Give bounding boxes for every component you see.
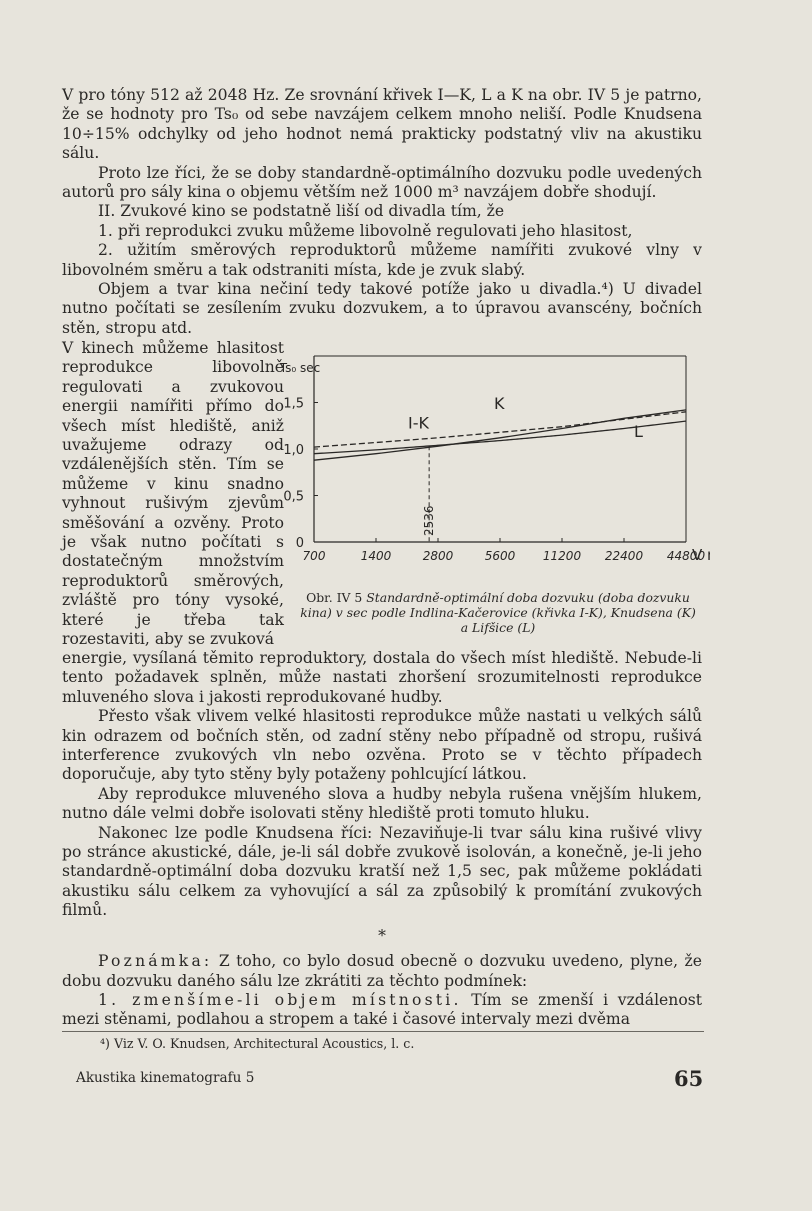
text-block-top — [62, 86, 702, 338]
page-number: 65 — [674, 1066, 704, 1091]
x-tick-label: 44800 — [666, 549, 706, 563]
x-tick-label: 1400 — [360, 549, 392, 563]
y-axis-label: Ts₀ sec — [280, 361, 321, 375]
marker-label: 2536 — [422, 505, 437, 536]
paragraph: Přesto však vlivem velké hlasitosti reprodukce může nastati u velkých sálů kin odrazem od bočních stěn, od zadní stěny nebo případně od stropu, rušivá interference zvukových vln nebo ozvěna. Proto se v těchto případech doporučuje, aby tyto stěny byly potaženy pohlcující látkou. — [62, 707, 702, 784]
paragraph: Nakonec lze podle Knudsena říci: Nezaviňuje-li tvar sálu kina rušivé vlivy po stránce akustické, dále, je-li sál dobře zvukově isolován, a konečně, je-li jeho standardně-optimální doba dozvuku kratší než 1,5 sec, pak můžeme pokládati akustiku sálu celkem za vyhovující a sál za způsobilý k promítání zvukových filmů. — [62, 823, 702, 920]
footnote-rule — [62, 1031, 704, 1032]
section-star: * — [378, 926, 386, 945]
figure-caption — [298, 590, 698, 635]
chart-series — [314, 410, 686, 542]
text-wrapped-left — [62, 339, 284, 650]
caption-text: Standardně-optimální doba dozvuku (doba dozvuku kina) v sec podle Indlina-Kačerovice (křivka I-K), Knudsena (K) a Lifšice (L) — [300, 590, 696, 635]
list-item: 2. užitím směrových reproduktorů můžeme namířiti zvukové vlny v libovolném směru a tak odstraniti místa, kde je zvuk slabý. — [62, 241, 702, 279]
paragraph: V kinech můžeme hlasitost reprodukce libovolně regulovati a zvukovou energii namířiti přímo do všech míst hlediště, aniž uvažujeme odrazy od vzdálenějších stěn. Tím se můžeme v kinu snadno vyhnout rušivým zjevům směšování a ozvěny. Proto je však nutno počítati s dostatečným množstvím reproduktorů směrových, zvláště pro tóny vysoké, které je třeba tak rozestaviti, aby se zvuková — [62, 339, 284, 649]
list-item: 1. při reprodukci zvuku můžeme libovolně regulovati jeho hlasitost, — [98, 221, 633, 240]
figure-chart — [280, 346, 710, 586]
footer-signature: Akustika kinematografu 5 — [76, 1070, 255, 1086]
y-tick-label: 0 — [295, 536, 304, 551]
text-block-bottom — [62, 649, 702, 1030]
x-tick-label: 700 — [302, 549, 326, 563]
reverberation-chart — [280, 346, 710, 586]
series-label: K — [494, 394, 505, 414]
y-tick-label: 0,5 — [283, 489, 304, 505]
paragraph: Aby reprodukce mluveného slova a hudby nebyla rušena vnějším hlukem, nutno dále velmi dobře isolovati stěny hlediště proti tomuto hluku. — [62, 784, 702, 823]
paragraph: energie, vysílaná těmito reproduktory, dostala do všech míst hlediště. Nebude-li tento požadavek splněn, může nastati zhoršení srozumitelnosti reprodukce mluveného slova i jakosti reprodukované hudby. — [62, 649, 702, 706]
y-tick-label: 1,5 — [283, 396, 304, 412]
x-tick-label: 22400 — [604, 549, 644, 563]
x-tick-label: 2800 — [422, 549, 454, 563]
paragraph: V pro tóny 512 až 2048 Hz. Ze srovnání křivek I—K, L a K na obr. IV 5 je patrno, že se hodnoty pro Ts₀ od sebe navzájem celkem mnoho neliší. Podle Knudsena 10÷15% odchylky od jeho hodnot nemá prakticky podstatný vliv na akustiku sálu. — [62, 86, 702, 163]
paragraph: II. Zvukové kino se podstatně liší od divadla tím, že — [98, 202, 505, 221]
chart-axes — [314, 356, 686, 542]
note-text: Z toho, co bylo dosud obecně o dozvuku uvedeno, plyne, že dobu dozvuku daného sálu lze zkrátiti za těchto podmínek: — [62, 952, 702, 990]
chart-labels — [280, 361, 710, 564]
caption-label: Obr. IV 5 — [306, 590, 363, 605]
note-label: Poznámka: — [98, 952, 213, 971]
x-tick-label: 11200 — [542, 549, 582, 563]
note-paragraph — [62, 952, 702, 991]
y-tick-label: 1,0 — [283, 443, 304, 458]
note-item — [62, 991, 702, 1030]
paragraph: Objem a tvar kina nečiní tedy takové potíže jako u divadla.⁴) U divadel nutno počítati se zesílením zvuku dozvukem, a to úpravou avanscény, bočních stěn, stropu atd. — [62, 280, 702, 337]
note-item-text: Tím se zmenší i vzdálenost mezi stěnami, podlahou a stropem a také i časové intervaly mezi dvěma — [62, 990, 702, 1029]
series-line-i-k — [314, 410, 686, 460]
series-label: I-K — [408, 413, 429, 433]
paragraph: Proto lze říci, že se doby standardně-optimálního dozvuku podle uvedených autorů pro sály kina o objemu větším než 1000 m³ navzájem dobře shodují. — [62, 163, 702, 202]
x-tick-label: 5600 — [484, 549, 516, 563]
x-axis-label: V — [692, 546, 703, 564]
footnote: ⁴) Viz V. O. Knudsen, Architectural Acoustics, l. c. — [100, 1036, 415, 1051]
series-label: L — [634, 421, 643, 441]
note-item-label: 1. zmenšíme-li objem místnosti. — [98, 990, 462, 1009]
